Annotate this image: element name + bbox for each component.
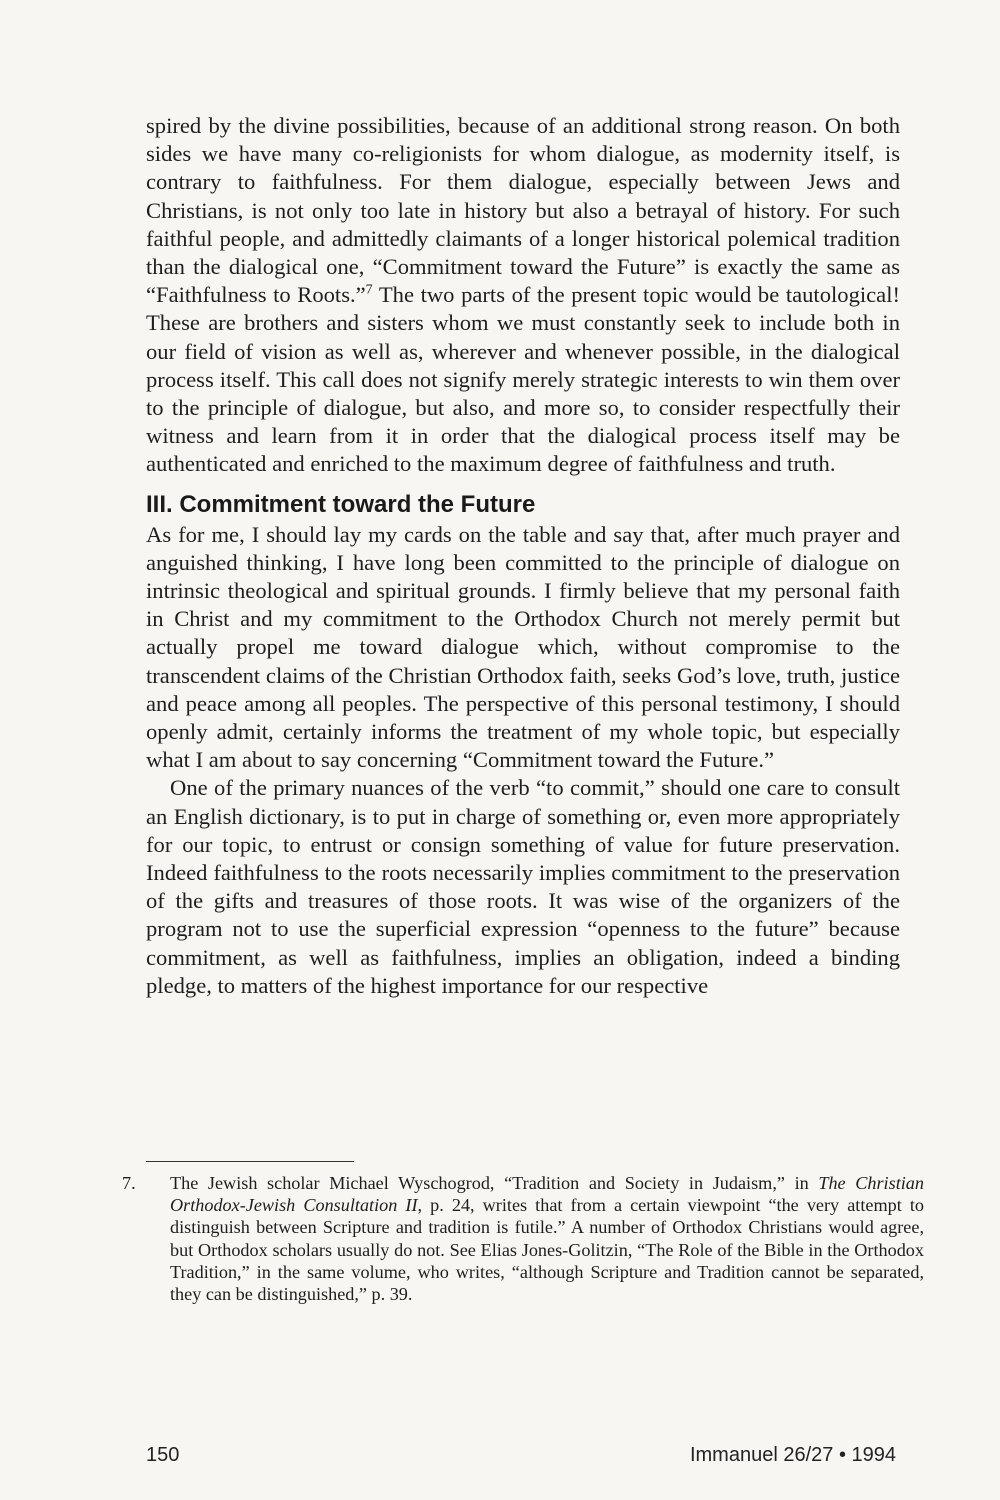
footnote-number: 7. [122, 1173, 136, 1193]
paragraph-1-text-continued: The two parts of the present topic would be tautological! These are brothers and sisters whom we must constantly seek to include both in our field of vision as well as, wherever and whenever possible, in the dialogical process itself. This call does not signify merely strategic interests to win them over to the principle of dialogue, but also, and more so, to consider respectfully their witness and learn from it in order that the dialogical process itself may be authenticated and enriched to the maximum degree of faithfulness and truth. [146, 282, 900, 477]
footnote-divider [146, 1161, 354, 1162]
body-paragraph-1 [146, 112, 900, 479]
footnote [122, 1172, 924, 1305]
page-number: 150 [146, 1444, 180, 1466]
footnote-cited-title: The Christian Orthodox-Jewish Consultation II [170, 1173, 924, 1216]
footnote-text-continued: , p. 24, writes that from a certain viewpoint “the very attempt to distinguish between Scripture and tradition is futile.” A number of Orthodox Christians would agree, but Orthodox scholars usually do not. See Elias Jones-Golitzin, “The Role of the Bible in the Orthodox Tradition,” in the same volume, who writes, “although Scripture and Tradition cannot be separated, they can be distinguished,” p. 39. [170, 1195, 924, 1305]
footnote-reference[interactable]: 7 [365, 282, 373, 298]
page-body [146, 112, 900, 1000]
body-paragraph-3: One of the primary nuances of the verb “to commit,” should one care to consult an English dictionary, is to put in charge of something or, even more appropriately for our topic, to entrust or consign something of value for future preservation. Indeed faithfulness to the roots necessarily implies commitment to the preservation of the gifts and treasures of those roots. It was wise of the organizers of the program not to use the superficial expression “openness to the future” because commitment, as well as faithfulness, implies an obligation, indeed a binding pledge, to matters of the highest importance for our respective [146, 775, 900, 998]
body-paragraph-2: As for me, I should lay my cards on the table and say that, after much prayer and anguished thinking, I have long been committed to the principle of dialogue on intrinsic theological and spiritual grounds. I firmly believe that my personal faith in Christ and my commitment to the Orthodox Church not merely permit but actually propel me toward dialogue which, without compromise to the transcendent claims of the Christian Orthodox faith, seeks God’s love, truth, justice and peace among all peoples. The perspective of this personal testimony, I should openly admit, certainly informs the treatment of my whole topic, but especially what I am about to say concerning “Commitment toward the Future.” [146, 521, 900, 773]
section-heading: III. Commitment toward the Future [146, 490, 536, 518]
journal-citation: Immanuel 26/27 • 1994 [689, 1444, 896, 1466]
paragraph-1-text: spired by the divine possibilities, because of an additional strong reason. On both sides we have many co-religionists for whom dialogue, as modernity itself, is contrary to faithfulness. For them dialogue, especially between Jews and Christians, is not only too late in history but also a betrayal of history. For such faithful people, and admittedly claimants of a longer historical polemical tradition than the dialogical one, “Commitment toward the Future” is exactly the same as “Faithfulness to Roots.” [146, 113, 900, 308]
footnote-text: The Jewish scholar Michael Wyschogrod, “Tradition and Society in Judaism,” in [170, 1173, 819, 1193]
